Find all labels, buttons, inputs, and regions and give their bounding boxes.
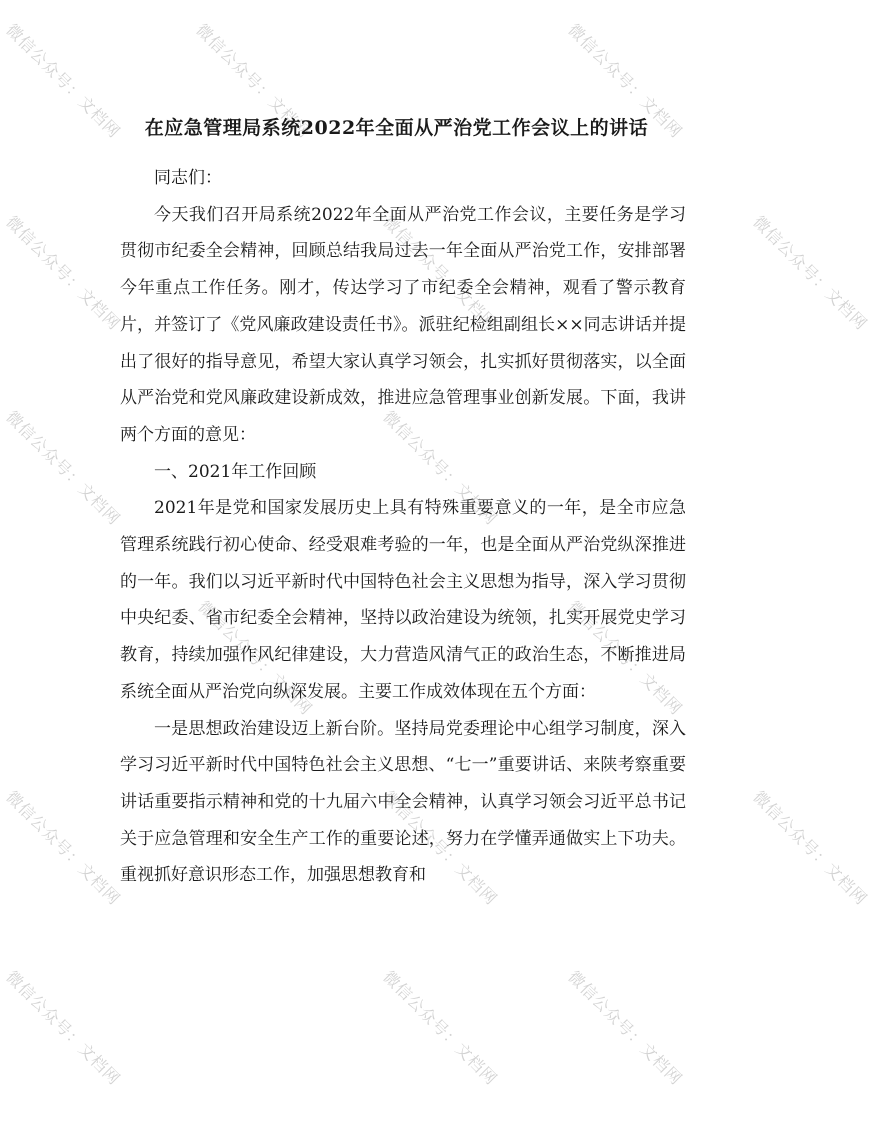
paragraph: 2021年是党和国家发展历史上具有特殊重要意义的一年，是全市应急管理系统践行初心使命、经受艰难考验的一年，也是全面从严治党纵深推进的一年。我们以习近平新时代中国特色社会主义思想为指导，深入学习贯彻中央纪委、省市纪委全会精神，坚持以政治建设为统领，扎实开展党史学习教育，持续加强作风纪律建设，大力营造风清气正的政治生态，不断推进局系统全面从严治党向纵深发展。主要工作成效体现在五个方面： [120,498,686,702]
watermark-text: 微信公众号：文档网 [564,597,687,719]
watermark-text: 微信公众号：文档网 [379,967,502,1089]
watermark-text: 微信公众号：文档网 [194,597,317,719]
watermark-text: 微信公众号：文档网 [749,787,872,909]
watermark-text: 微信公众号：文档网 [2,967,125,1089]
paragraph: 一是思想政治建设迈上新台阶。坚持局党委理论中心组学习制度，深入学习习近平新时代中国特色社会主义思想、“七一”重要讲话、来陕考察重要讲话重要指示精神和党的十九届六中全会精神，认真学习领会习近平总书记关于应急管理和安全生产工作的重要论述，努力在学懂弄通做实上下功夫。重视抓好意识形态工作，加强思想教育和 [120,718,686,886]
watermark-text: 微信公众号：文档网 [379,212,502,334]
watermark-text: 微信公众号：文档网 [564,967,687,1089]
watermark-text: 微信公众号：文档网 [2,20,125,142]
watermark-text: 微信公众号：文档网 [379,407,502,529]
watermark-text: 微信公众号：文档网 [564,20,687,142]
watermark-text: 微信公众号：文档网 [2,407,125,529]
watermark-text: 微信公众号：文档网 [2,787,125,909]
document-title: 在应急管理局系统2022年全面从严治党工作会议上的讲话 [144,117,649,139]
salutation: 同志们： [154,168,222,188]
section-heading: 一、2021年工作回顾 [154,461,317,482]
watermark-text: 微信公众号：文档网 [379,787,502,909]
paragraph: 今天我们召开局系统2022年全面从严治党工作会议，主要任务是学习贯彻市纪委全会精神，回顾总结我局过去一年全面从严治党工作，安排部署今年重点工作任务。刚才，传达学习了市纪委全会精神，观看了警示教育片，并签订了《党风廉政建设责任书》。派驻纪检组副组长××同志讲话并提出了很好的指导意见，希望大家认真学习领会，扎实抓好贯彻落实，以全面从严治党和党风廉政建设新成效，推进应急管理事业创新发展。下面，我讲两个方面的意见： [120,204,686,445]
document-body [120,160,686,894]
watermark-text: 微信公众号：文档网 [192,20,315,142]
watermark-text: 微信公众号：文档网 [2,212,125,334]
watermark-text: 微信公众号：文档网 [749,212,872,334]
